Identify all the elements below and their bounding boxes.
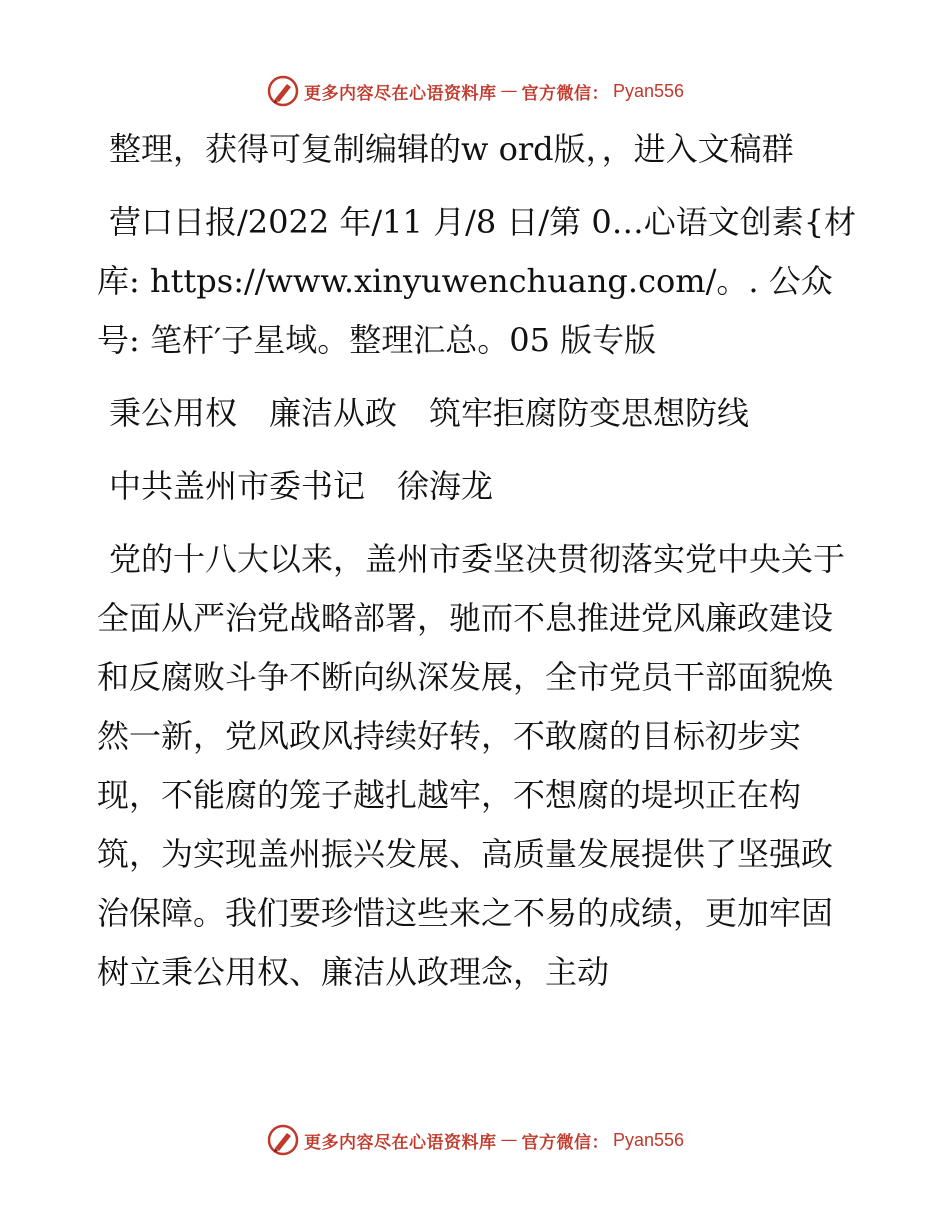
header-banner	[0, 71, 950, 111]
banner-dash: —	[500, 81, 518, 101]
pen-logo-icon	[266, 1123, 300, 1157]
paragraph-intro: 整理，获得可复制编辑的w ord版，，进入文稿群	[109, 130, 794, 168]
banner-text: 更多内容尽在心语资料库	[303, 1132, 497, 1153]
banner-wechat-label: 官方微信：	[521, 83, 609, 104]
article-author: 中共盖州市委书记 徐海龙	[109, 467, 494, 505]
banner-wechat-id: Pyan556	[612, 1129, 685, 1150]
banner-text: 更多内容尽在心语资料库	[303, 83, 497, 104]
pen-logo-icon	[266, 74, 300, 108]
banner-wechat-id: Pyan556	[612, 80, 685, 101]
paragraph-source: 营口日报/2022 年/11 月/8 日/第 0…心语文创素{材库: https://www.xinyuwenchuang.com/。. 公众号: 笔杆′子星域。整理汇总。05 版专版	[97, 203, 857, 359]
article-title: 秉公用权 廉洁从政 筑牢拒腐防变思想防线	[109, 394, 750, 432]
paragraph-body: 党的十八大以来，盖州市委坚决贯彻落实党中央关于全面从严治党战略部署，驰而不息推进党风廉政建设和反腐败斗争不断向纵深发展，全市党员干部面貌焕然一新，党风政风持续好转，不敢腐的目标初步实现，不能腐的笼子越扎越牢，不想腐的堤坝正在构筑，为实现盖州振兴发展、高质量发展提供了坚强政治保障。我们要珍惜这些来之不易的成绩，更加牢固树立秉公用权、廉洁从政理念，主动	[97, 540, 846, 991]
banner-wechat-label: 官方微信：	[521, 1132, 609, 1153]
banner-dash: —	[500, 1130, 518, 1150]
footer-banner	[0, 1120, 950, 1160]
document-body	[97, 120, 857, 1016]
